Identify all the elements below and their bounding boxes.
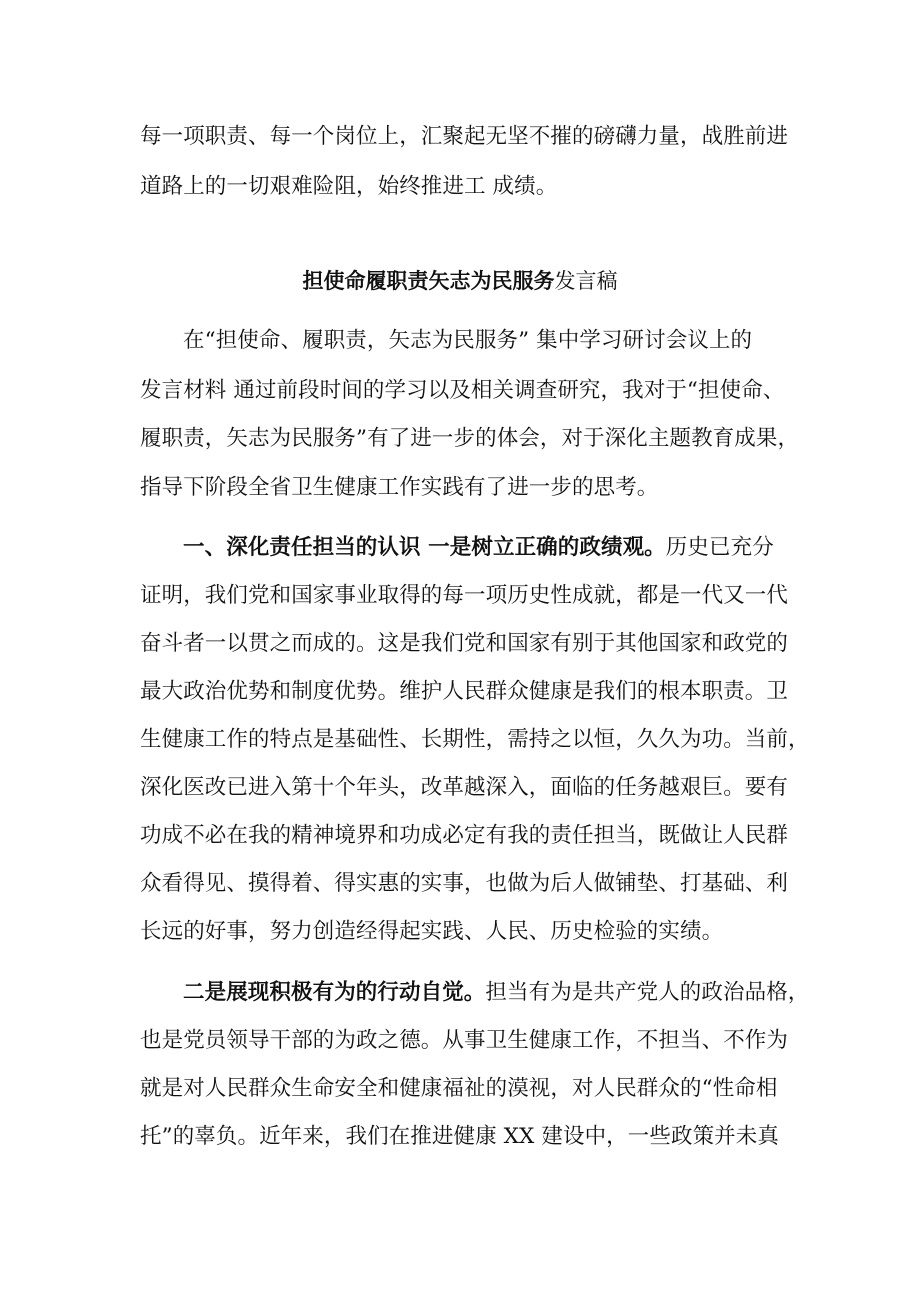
section2-heading-rest: 担当有为是共产党人的政治品格， [485,980,810,1005]
section1-line-4: 生健康工作的特点是基础性、长期性，需持之以恒，久久为功。当前， [140,727,810,752]
section2-heading [183,982,809,1004]
para1-line-4: 指导下阶段全省卫生健康工作实践有了进一步的思考。 [140,475,659,500]
section2-line-1: 也是党员领导干部的为政之德。从事卫生健康工作，不担当、不作为 [140,1028,789,1053]
section1-heading-rest: 历史已充分 [665,535,774,560]
section1-line-1: 证明，我们党和国家事业取得的每一项历史性成就，都是一代又一代 [140,583,789,608]
para1-line-2: 发言材料 通过前段时间的学习以及相关调查研究，我对于“担使命、 [140,378,785,403]
section1-line-8: 长远的好事，努力创造经得起实践、人民、历史检验的实绩。 [140,919,724,944]
title-normal-part: 发言稿 [554,269,618,293]
section1-line-2: 奋斗者一以贯之而成的。这是我们党和国家有别于其他国家和政党的 [140,631,789,656]
section2-line-3: 托”的辜负。近年来，我们在推进健康 XX 建设中，一些政策并未真 [140,1124,779,1149]
para1-line-1: 在“担使命、履职责，矢志为民服务” 集中学习研讨会议上的 [183,328,753,353]
intro-line-2: 道路上的一切艰难险阻，始终推进工 成绩。 [140,174,558,199]
section2-heading-bold: 二是展现积极有为的行动自觉。 [183,980,486,1005]
section2-line-2: 就是对人民群众生命安全和健康福祉的漠视，对人民群众的“性命相 [140,1076,778,1101]
section1-heading-bold: 一、深化责任担当的认识 一是树立正确的政绩观。 [183,535,666,560]
section1-line-7: 众看得见、摸得着、得实惠的实事，也做为后人做铺垫、打基础、利 [140,871,789,896]
section1-line-5: 深化医改已进入第十个年头，改革越深入，面临的任务越艰巨。要有 [140,775,789,800]
section1-heading [183,537,774,559]
section1-line-3: 最大政治优势和制度优势。维护人民群众健康是我们的根本职责。卫 [140,679,789,704]
title-bold-part: 担使命履职责矢志为民服务 [302,269,555,293]
document-title [0,271,920,292]
intro-line-1: 每一项职责、每一个岗位上，汇聚起无坚不摧的磅礴力量，战胜前进 [140,124,789,149]
section1-line-6: 功成不必在我的精神境界和功成必定有我的责任担当，既做让人民群 [140,823,789,848]
para1-line-3: 履职责，矢志为民服务”有了进一步的体会，对于深化主题教育成果， [140,426,800,451]
